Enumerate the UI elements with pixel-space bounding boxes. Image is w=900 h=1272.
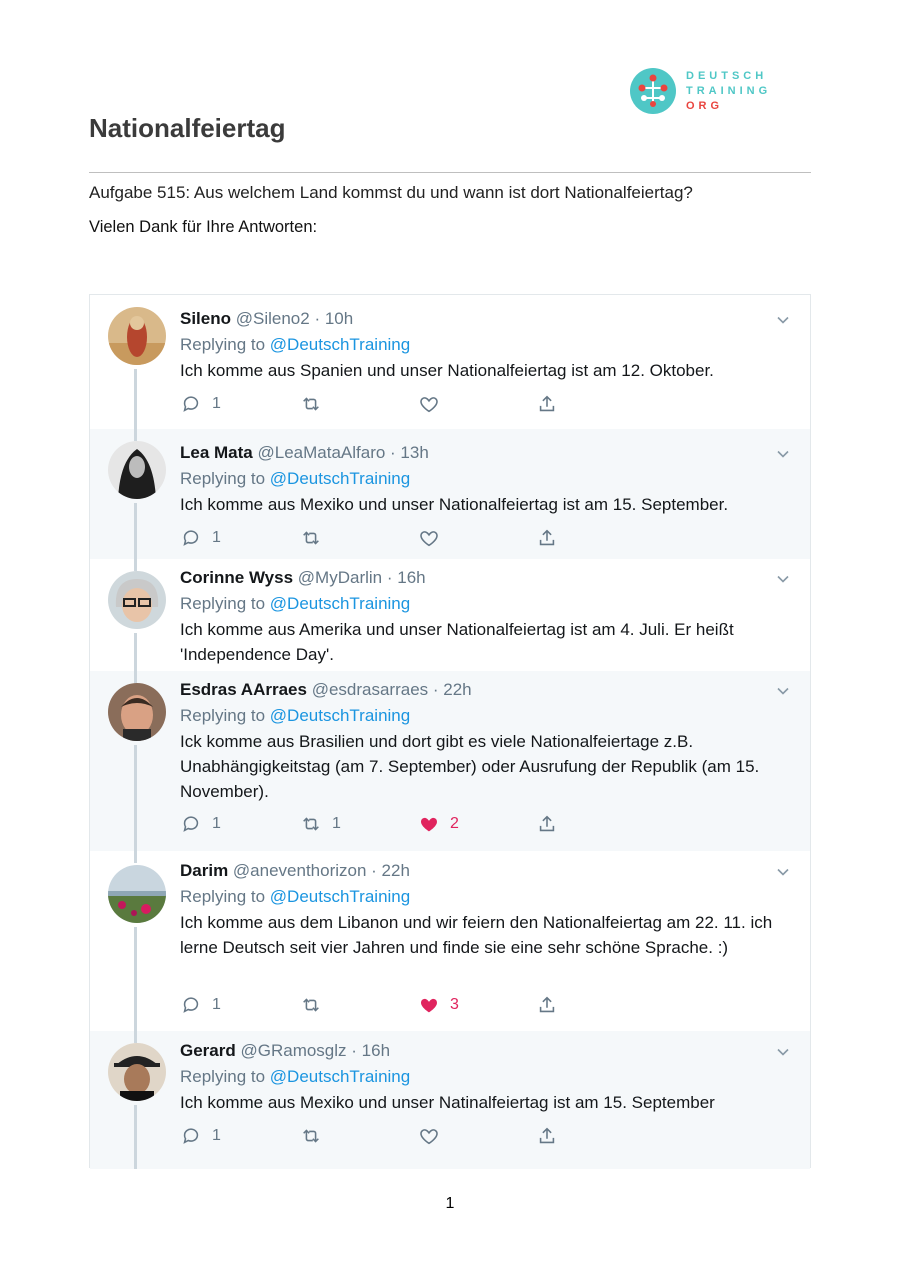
share-icon: [536, 813, 558, 835]
tweet-item[interactable]: [90, 671, 810, 851]
tweet-header: Gerard @GRamosglz · 16h: [180, 1041, 391, 1060]
retweet-button[interactable]: [300, 1125, 332, 1147]
reply-button[interactable]: [180, 994, 221, 1016]
tweet-thread: [89, 294, 811, 1168]
tweet-item[interactable]: [90, 1031, 810, 1169]
title-divider: [89, 172, 811, 173]
tweet-actions: [180, 994, 580, 1018]
chevron-down-icon[interactable]: [776, 684, 790, 698]
replying-to: [180, 335, 410, 355]
like-count: 2: [450, 815, 459, 832]
author-name[interactable]: Lea Mata: [180, 443, 253, 462]
author-handle[interactable]: @LeaMataAlfaro: [257, 443, 386, 462]
page-title: Nationalfeiertag: [89, 113, 286, 143]
like-button[interactable]: [418, 813, 459, 835]
replying-handle-link[interactable]: @DeutschTraining: [269, 1067, 411, 1086]
like-button[interactable]: [418, 393, 450, 415]
reply-button[interactable]: [180, 393, 221, 415]
like-button[interactable]: [418, 527, 450, 549]
tweet-time[interactable]: 16h: [361, 1041, 391, 1060]
tweet-actions: [180, 1125, 580, 1149]
logo-icon: [630, 68, 676, 114]
replying-to: [180, 469, 410, 489]
tweet-header: Esdras AArraes @esdrasarraes · 22h: [180, 680, 472, 699]
replying-label: Replying to: [180, 469, 266, 488]
heart-outline-icon: [418, 527, 440, 549]
chevron-down-icon[interactable]: [776, 865, 790, 879]
share-button[interactable]: [536, 1125, 558, 1147]
reply-button[interactable]: [180, 527, 221, 549]
tweet-actions: [180, 393, 580, 417]
retweet-icon: [300, 994, 322, 1016]
author-handle[interactable]: @MyDarlin: [297, 568, 383, 587]
replying-to: [180, 887, 410, 907]
author-handle[interactable]: @Sileno2: [235, 309, 310, 328]
replying-handle-link[interactable]: @DeutschTraining: [269, 887, 411, 906]
avatar[interactable]: [108, 1043, 166, 1101]
page-number: 1: [445, 1195, 455, 1212]
thanks-text: Vielen Dank für Ihre Antworten:: [89, 218, 318, 236]
author-handle[interactable]: @aneventhorizon: [232, 861, 367, 880]
thread-connector: [134, 1031, 137, 1043]
tweet-item[interactable]: [90, 851, 810, 1031]
avatar[interactable]: [108, 441, 166, 499]
thread-connector: [134, 369, 137, 429]
share-button[interactable]: [536, 393, 558, 415]
replying-handle-link[interactable]: @DeutschTraining: [269, 335, 411, 354]
tweet-text: Ich komme aus Spanien und unser Nationalfeiertag ist am 12. Oktober.: [180, 361, 714, 380]
tweet-actions: [180, 813, 580, 837]
tweet-time[interactable]: 16h: [397, 568, 426, 587]
thread-connector: [134, 429, 137, 441]
avatar[interactable]: [108, 683, 166, 741]
tweet-item[interactable]: [90, 429, 810, 559]
replying-handle-link[interactable]: @DeutschTraining: [269, 594, 411, 613]
share-button[interactable]: [536, 813, 558, 835]
reply-count: 1: [212, 996, 221, 1013]
replying-to: [180, 706, 410, 726]
reply-button[interactable]: [180, 1125, 221, 1147]
tweet-time[interactable]: 22h: [443, 680, 472, 699]
tweet-time[interactable]: 10h: [324, 309, 354, 328]
reply-icon: [180, 527, 202, 549]
replying-handle-link[interactable]: @DeutschTraining: [269, 706, 411, 725]
retweet-icon: [300, 1125, 322, 1147]
like-button[interactable]: [418, 994, 459, 1016]
heart-filled-icon: [418, 813, 440, 835]
tweet-time[interactable]: 13h: [400, 443, 429, 462]
logo-wordmark: [686, 69, 771, 114]
share-button[interactable]: [536, 994, 558, 1016]
tweet-header: Lea Mata @LeaMataAlfaro · 13h: [180, 443, 429, 462]
replying-handle-link[interactable]: @DeutschTraining: [269, 469, 411, 488]
heart-filled-icon: [418, 994, 440, 1016]
tweet-item[interactable]: [90, 295, 810, 429]
author-name[interactable]: Sileno: [180, 309, 232, 328]
logo-line-3: ORG: [686, 99, 724, 112]
thread-connector: [134, 633, 137, 671]
thread-connector: [134, 559, 137, 571]
tweet-time[interactable]: 22h: [381, 861, 410, 880]
reply-icon: [180, 813, 202, 835]
avatar[interactable]: [108, 865, 166, 923]
thread-connector: [134, 851, 137, 863]
chevron-down-icon[interactable]: [776, 1045, 790, 1059]
chevron-down-icon[interactable]: [776, 447, 790, 461]
share-icon: [536, 994, 558, 1016]
retweet-button[interactable]: [300, 994, 332, 1016]
thread-connector: [134, 745, 137, 851]
reply-icon: [180, 994, 202, 1016]
tweet-item[interactable]: [90, 559, 810, 671]
replying-label: Replying to: [180, 1067, 266, 1086]
author-handle[interactable]: @esdrasarraes: [311, 680, 429, 699]
heart-outline-icon: [418, 393, 440, 415]
author-handle[interactable]: @GRamosglz: [240, 1041, 347, 1060]
retweet-icon: [300, 527, 322, 549]
author-name[interactable]: Darim: [180, 861, 229, 880]
like-button[interactable]: [418, 1125, 450, 1147]
replying-label: Replying to: [180, 706, 266, 725]
share-button[interactable]: [536, 527, 558, 549]
heart-outline-icon: [418, 1125, 440, 1147]
like-count: 3: [450, 996, 459, 1013]
author-name[interactable]: Corinne Wyss: [180, 568, 294, 587]
tweet-text: Ich komme aus Amerika und unser Nationalfeiertag ist am 4. Juli. Er heißt 'Independence Day'.: [180, 620, 734, 664]
retweet-button[interactable]: [300, 527, 332, 549]
tweet-header: Sileno @Sileno2 · 10h: [180, 309, 354, 328]
replying-to: [180, 1067, 410, 1087]
tweet-header: Darim @aneventhorizon · 22h: [180, 861, 410, 880]
reply-count: 1: [212, 529, 221, 546]
share-icon: [536, 527, 558, 549]
reply-count: 1: [212, 1127, 221, 1144]
deutschtraining-logo: [630, 68, 771, 114]
tweet-text: Ich komme aus Mexiko und unser Nationalfeiertag ist am 15. September.: [180, 495, 729, 514]
reply-icon: [180, 1125, 202, 1147]
retweet-icon: [300, 813, 322, 835]
share-icon: [536, 1125, 558, 1147]
reply-count: 1: [212, 815, 221, 832]
logo-line-1: DEUTSCH: [686, 69, 768, 82]
chevron-down-icon[interactable]: [776, 313, 790, 327]
author-name[interactable]: Gerard: [180, 1041, 236, 1060]
chevron-down-icon[interactable]: [776, 572, 790, 586]
avatar[interactable]: [108, 307, 166, 365]
replying-label: Replying to: [180, 335, 266, 354]
logo-line-2: TRAINING: [686, 84, 772, 97]
author-name[interactable]: Esdras AArraes: [180, 680, 307, 699]
retweet-button[interactable]: [300, 813, 341, 835]
tweet-text: Ich komme aus Mexiko und unser Natinalfeiertag ist am 15. September: [180, 1093, 715, 1112]
thread-connector: [134, 927, 137, 1031]
retweet-count: 1: [332, 815, 341, 832]
reply-count: 1: [212, 395, 221, 412]
thread-connector: [134, 503, 137, 559]
retweet-button[interactable]: [300, 393, 332, 415]
thread-connector: [134, 671, 137, 683]
tweet-header: Corinne Wyss @MyDarlin · 16h: [180, 568, 426, 587]
retweet-icon: [300, 393, 322, 415]
replying-label: Replying to: [180, 887, 266, 906]
replying-to: [180, 594, 410, 614]
reply-button[interactable]: [180, 813, 221, 835]
tweet-actions: [180, 527, 580, 551]
reply-icon: [180, 393, 202, 415]
tweet-text: Ich komme aus dem Libanon und wir feiern den Nationalfeiertag am 22. 11. ich lerne Deutsch seit vier Jahren und finde sie eine sehr schöne Sprache. :): [180, 913, 773, 957]
tweet-text: Ick komme aus Brasilien und dort gibt es viele Nationalfeiertage z.B. Unabhängigkeitstag (am 7. September) oder Ausrufung der Republik (am 15. November).: [180, 732, 760, 801]
avatar[interactable]: [108, 571, 166, 629]
replying-label: Replying to: [180, 594, 266, 613]
task-text: Aufgabe 515: Aus welchem Land kommst du und wann ist dort Nationalfeiertag?: [89, 183, 693, 202]
share-icon: [536, 393, 558, 415]
thread-connector: [134, 1105, 137, 1169]
